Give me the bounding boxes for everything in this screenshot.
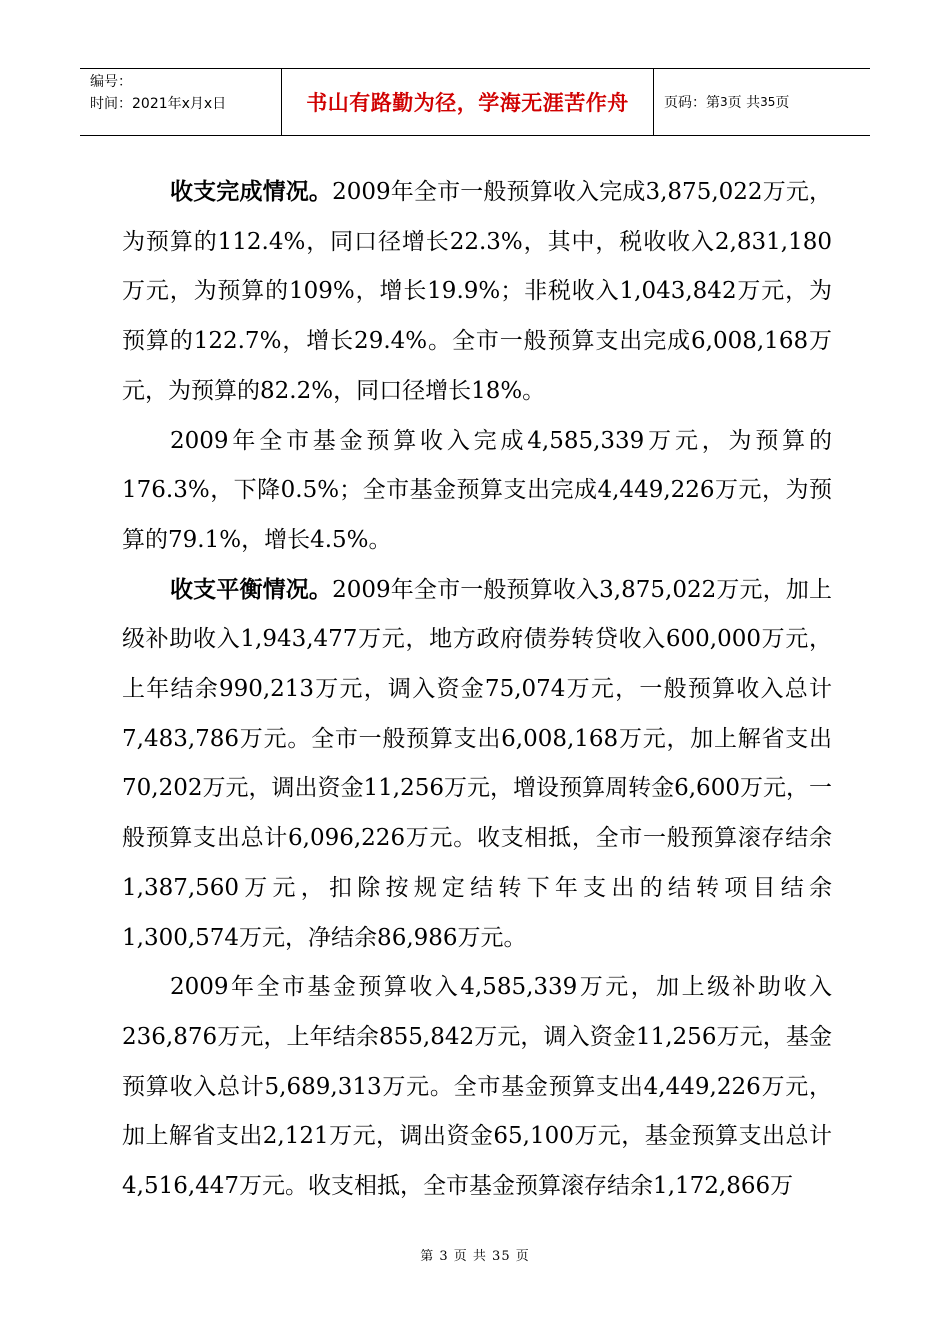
page-footer: 第 3 页 共 35 页	[420, 1249, 530, 1264]
header-meta-cell	[80, 69, 282, 135]
paragraph-text: 2009年全市基金预算收入完成4,585,339万元，为预算的176.3%，下降0.5%；全市基金预算支出完成4,449,226万元，为预算的79.1%，增长4.5%。	[122, 427, 832, 553]
number-label: 编号：	[90, 74, 132, 90]
header-motto-cell	[282, 69, 654, 135]
paragraph-income-expense-completion	[122, 168, 832, 417]
paragraph-text: 2009年全市一般预算收入完成3,875,022万元，为预算的112.4%，同口径增长22.3%，其中，税收收入2,831,180万元，为预算的109%，增长19.9%；非税收入1,043,842万元，为预算的122.7%，增长29.4%。全市一般预算支出完成6,008,168万元，为预算的82.2%，同口径增长18%。	[122, 179, 833, 404]
paragraph-fund-budget-balance	[122, 963, 832, 1212]
paragraph-text: 2009年全市一般预算收入3,875,022万元，加上级补助收入1,943,477万元，地方政府债券转贷收入600,000万元，上年结余990,213万元，调入资金75,074万元，一般预算收入总计7,483,786万元。全市一般预算支出6,008,168万元，加上解省支出70,202万元，调出资金11,256万元，增设预算周转金6,600万元，一般预算支出总计6,096,226万元。收支相抵，全市一般预算滚存结余1,387,560万元，扣除按规定结转下年支出的结转项目结余1,300,574万元，净结余86,986万元。	[122, 576, 833, 951]
paragraph-fund-budget-completion	[122, 417, 832, 566]
paragraph-lead: 收支平衡情况。	[170, 576, 333, 603]
header-page-cell	[654, 69, 870, 135]
motto: 书山有路勤为径，学海无涯苦作舟	[306, 91, 629, 115]
document-header	[80, 68, 870, 136]
page-prefix: 页码：第	[664, 95, 720, 111]
paragraph-income-expense-balance	[122, 566, 832, 964]
document-body	[122, 168, 832, 1212]
page-suffix: 页	[775, 95, 790, 111]
time-label: 时间：2021年x月x日	[90, 96, 227, 112]
page-total: 35	[760, 95, 776, 109]
page-mid: 页 共	[727, 95, 761, 111]
paragraph-lead: 收支完成情况。	[170, 179, 333, 205]
page-current: 3	[720, 95, 728, 109]
paragraph-text: 2009年全市基金预算收入4,585,339万元，加上级补助收入236,876万元，上年结余855,842万元，调入资金11,256万元，基金预算收入总计5,689,313万元。全市基金预算支出4,449,226万元，加上解省支出2,121万元，调出资金65,100万元，基金预算支出总计4,516,447万元。收支相抵，全市基金预算滚存结余1,172,866万	[122, 974, 832, 1200]
